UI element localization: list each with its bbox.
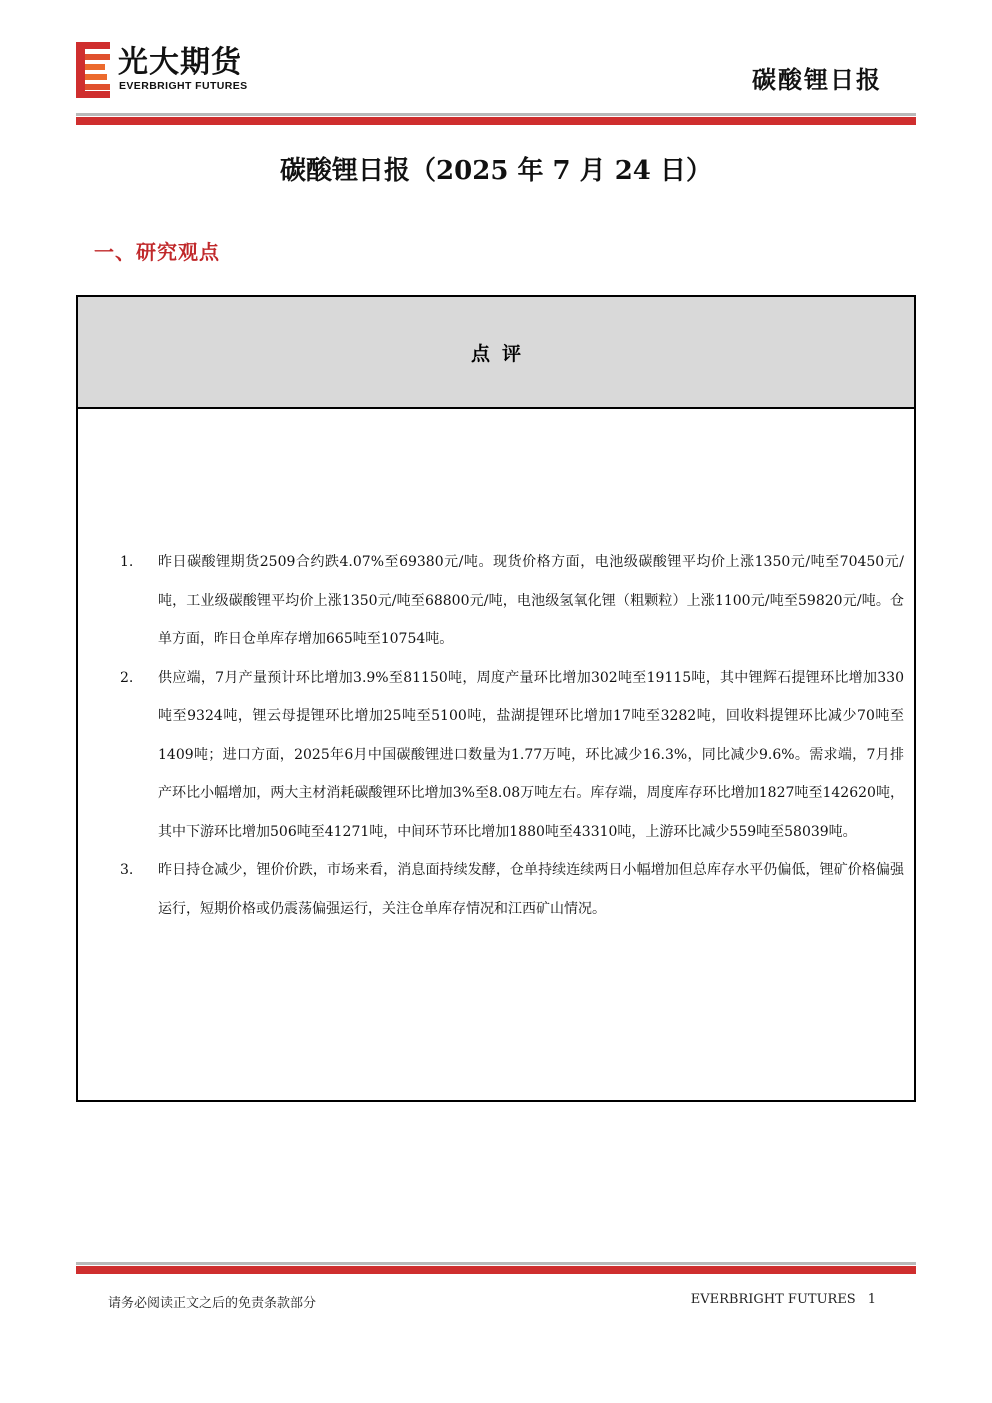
- comment-item: [120, 659, 904, 852]
- footer-rule-red: [76, 1266, 916, 1274]
- everbright-logo-icon: [76, 42, 110, 98]
- item-number: 1.: [120, 554, 134, 570]
- report-name: 碳酸锂日报: [752, 66, 882, 94]
- logo-english-name: EVERBRIGHT FUTURES: [119, 80, 248, 92]
- page-number: 1: [867, 1292, 876, 1307]
- logo-chinese-name: 光大期货: [118, 45, 242, 80]
- comment-heading: 点评: [470, 342, 533, 365]
- header-rule-red: [76, 117, 916, 125]
- item-text: 供应端，7月产量预计环比增加3.9%至81150吨，周度产量环比增加302吨至19115吨，其中锂辉石提锂环比增加330吨至9324吨，锂云母提锂环比增加25吨至5100吨，盐湖提锂环比增加17吨至3282吨，回收料提锂环比减少70吨至1409吨；进口方面，2025年6月中国碳酸锂进口数量为1.77万吨，环比减少16.3%，同比减少9.6%。需求端，7月排产环比小幅增加，两大主材消耗碳酸锂环比增加3%至8.08万吨左右。库存端，周度库存环比增加1827吨至142620吨，其中下游环比增加506吨至41271吨，中间环节环比增加1880吨至43310吨，上游环比减少559吨至58039吨。: [158, 669, 904, 840]
- item-number: 3.: [120, 862, 134, 878]
- footer-right: [691, 1292, 876, 1307]
- item-text: 昨日碳酸锂期货2509合约跌4.07%至69380元/吨。现货价格方面，电池级碳酸锂平均价上涨1350元/吨至70450元/吨，工业级碳酸锂平均价上涨1350元/吨至68800元/吨，电池级氢氧化锂（粗颗粒）上涨1100元/吨至59820元/吨。仓单方面，昨日仓单库存增加665吨至10754吨。: [158, 554, 904, 647]
- document-title: 碳酸锂日报（2025 年 7 月 24 日）: [280, 156, 712, 186]
- comment-table: [76, 295, 916, 1102]
- comment-item: [120, 851, 904, 928]
- comment-list: [120, 543, 904, 928]
- comment-item: [120, 543, 904, 659]
- comment-table-header: [78, 297, 914, 409]
- item-number: 2.: [120, 669, 134, 686]
- footer-rule-grey: [76, 1262, 916, 1265]
- section-heading: 一、研究观点: [94, 240, 220, 264]
- footer-disclaimer: 请务必阅读正文之后的免责条款部分: [108, 1296, 317, 1311]
- company-logo: [76, 42, 286, 98]
- item-text: 昨日持仓减少，锂价价跌，市场来看，消息面持续发酵，仓单持续连续两日小幅增加但总库存水平仍偏低，锂矿价格偏强运行，短期价格或仍震荡偏强运行，关注仓单库存情况和江西矿山情况。: [158, 862, 904, 917]
- header-rule-grey: [76, 113, 916, 116]
- footer-company: EVERBRIGHT FUTURES: [690, 1292, 856, 1307]
